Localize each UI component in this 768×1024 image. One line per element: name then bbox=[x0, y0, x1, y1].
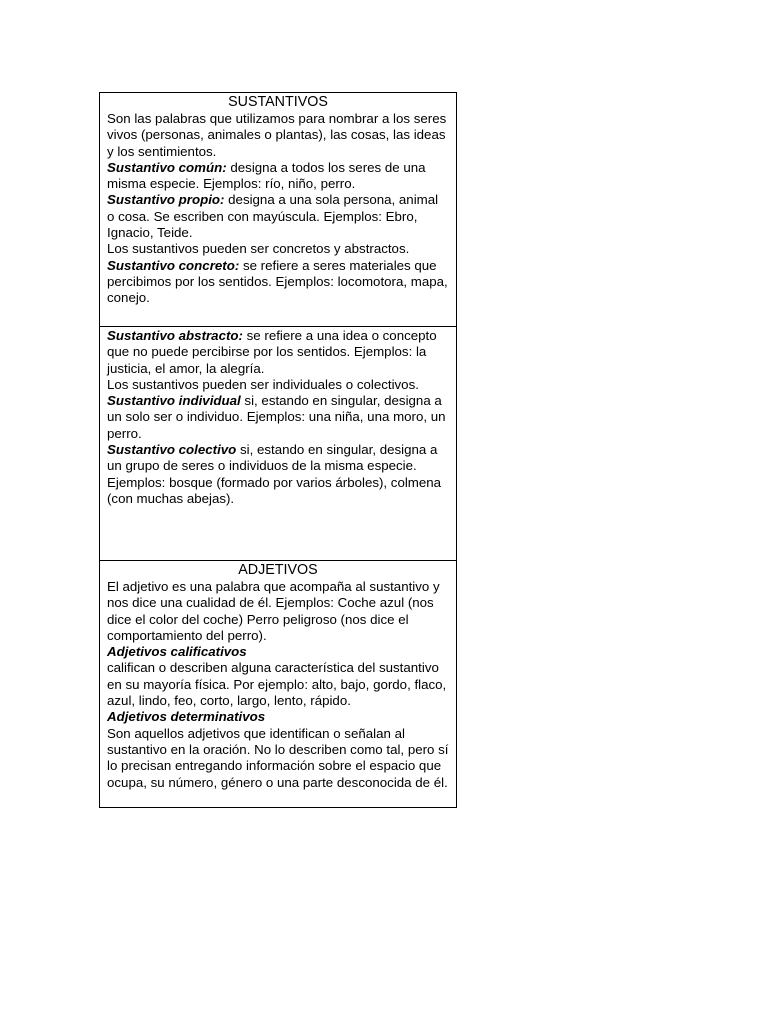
sustantivo-individual-term: Sustantivo individual bbox=[107, 393, 241, 409]
sustantivo-abstracto-text: se refiere a una idea o concepto que no puede percibirse por los sentidos. Ejemplos: la justicia, el amor, la alegría. bbox=[107, 328, 437, 376]
sustantivo-abstracto-definition bbox=[107, 328, 449, 377]
adjetivos-calificativos-term: Adjetivos calificativos bbox=[107, 644, 247, 660]
sustantivo-comun-text: designa a todos los seres de una misma especie. Ejemplos: río, niño, perro. bbox=[107, 159, 426, 192]
adjetivos-determinativos-term: Adjetivos determinativos bbox=[107, 709, 266, 725]
adjetivos-title: ADJETIVOS bbox=[238, 562, 318, 578]
sustantivo-propio-term: Sustantivo propio: bbox=[107, 192, 225, 208]
sustantivo-concreto-term: Sustantivo concreto: bbox=[107, 257, 240, 273]
sustantivo-colectivo-term: Sustantivo colectivo bbox=[107, 442, 237, 458]
sustantivo-comun-definition bbox=[107, 160, 449, 193]
sustantivos-continuation-cell bbox=[100, 327, 457, 561]
sustantivo-concreto-text: se refiere a seres materiales que percibimos por los sentidos. Ejemplos: locomotora, mapa, conejo. bbox=[107, 257, 448, 306]
sustantivo-abstracto-term: Sustantivo abstracto: bbox=[107, 328, 243, 343]
sustantivos-intro: Son las palabras que utilizamos para nombrar a los seres vivos (personas, animales o plantas), las cosas, las ideas y los sentimientos. bbox=[107, 111, 447, 159]
table-row bbox=[100, 561, 457, 808]
adjetivos-intro: El adjetivo es una palabra que acompaña al sustantivo y nos dice una cualidad de él. Ejemplos: Coche azul (nos dice el color del coche) Perro peligroso (nos dice el comportamiento del perro). bbox=[107, 579, 440, 643]
sustantivo-colectivo-definition bbox=[107, 442, 449, 507]
concretos-abstractos-note: Los sustantivos pueden ser concretos y abstractos. bbox=[107, 241, 410, 257]
table-row bbox=[100, 327, 457, 561]
adjetivos-calificativos-text: califican o describen alguna característica del sustantivo en su mayoría física. Por ejemplo: alto, bajo, gordo, flaco, azul, lindo, feo, corto, largo, lento, rápido. bbox=[107, 660, 447, 709]
grammar-table bbox=[99, 92, 457, 808]
adjetivos-determinativos-text: Son aquellos adjetivos que identifican o señalan al sustantivo en la oración. No lo describen como tal, pero sí lo precisan entregando información sobre el espacio que ocupa, su número, género o una parte desconocida de él. bbox=[107, 725, 449, 790]
sustantivos-cell bbox=[100, 93, 457, 327]
sustantivo-propio-text: designa a una sola persona, animal o cosa. Se escriben con mayúscula. Ejemplos: Ebro, Ignacio, Teide. bbox=[107, 192, 439, 241]
adjetivos-cell bbox=[100, 561, 457, 808]
sustantivos-title: SUSTANTIVOS bbox=[228, 94, 328, 110]
sustantivo-propio-definition bbox=[107, 192, 449, 241]
sustantivo-concreto-definition bbox=[107, 258, 449, 307]
sustantivo-comun-term: Sustantivo común: bbox=[107, 159, 227, 175]
individuales-colectivos-note: Los sustantivos pueden ser individuales o colectivos. bbox=[107, 376, 419, 392]
sustantivo-individual-definition bbox=[107, 393, 449, 442]
sustantivo-individual-text: si, estando en singular, designa a un solo ser o individuo. Ejemplos: una niña, una moro, un perro. bbox=[107, 393, 446, 441]
sustantivo-colectivo-text: si, estando en singular, designa a un grupo de seres o individuos de la misma especie. Ejemplos: bosque (formado por varios árboles), colmena (con muchas abejas). bbox=[107, 442, 442, 506]
table-row bbox=[100, 93, 457, 327]
